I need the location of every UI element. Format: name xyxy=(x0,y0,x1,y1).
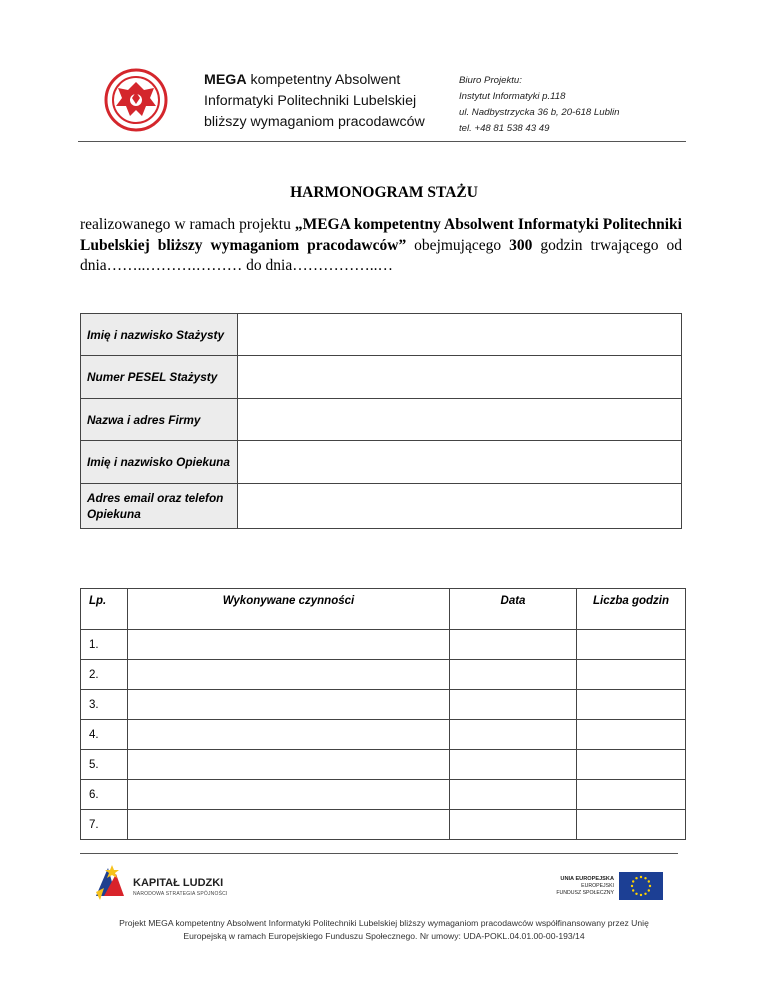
row-number: 3. xyxy=(81,690,128,720)
activity-cell[interactable] xyxy=(128,810,450,840)
hours-cell[interactable] xyxy=(577,720,686,750)
project-name xyxy=(204,70,425,133)
info-label: Imię i nazwisko Stażysty xyxy=(81,314,238,356)
office-institute: Instytut Informatyki p.118 xyxy=(459,91,566,102)
info-row-supervisor-contact xyxy=(81,484,682,529)
info-row-pesel xyxy=(81,356,682,399)
intro-hours: 300 xyxy=(509,236,533,254)
kapital-ludzki-title: KAPITAŁ LUDZKI xyxy=(133,877,224,889)
info-row-intern-name xyxy=(81,314,682,356)
table-row xyxy=(81,630,686,660)
activities-header-row xyxy=(81,589,686,630)
hours-cell[interactable] xyxy=(577,660,686,690)
date-cell[interactable] xyxy=(450,720,577,750)
row-number: 5. xyxy=(81,750,128,780)
row-number: 1. xyxy=(81,630,128,660)
intro-paragraph xyxy=(80,215,682,277)
funding-disclaimer xyxy=(60,917,708,942)
table-row xyxy=(81,810,686,840)
kapital-ludzki-subtitle: NARODOWA STRATEGIA SPÓJNOŚCI xyxy=(133,891,228,897)
hours-cell[interactable] xyxy=(577,810,686,840)
row-number: 2. xyxy=(81,660,128,690)
header-divider xyxy=(78,141,686,142)
row-number: 4. xyxy=(81,720,128,750)
col-header-lp: Lp. xyxy=(81,589,128,630)
info-label: Adres email oraz telefon Opiekuna xyxy=(81,484,238,529)
date-cell[interactable] xyxy=(450,750,577,780)
office-label: Biuro Projektu: xyxy=(459,75,522,86)
date-cell[interactable] xyxy=(450,660,577,690)
eu-fund-line1: EUROPEJSKI xyxy=(581,883,614,889)
project-name-line2: Informatyki Politechniki Lubelskiej xyxy=(204,93,417,109)
row-number: 6. xyxy=(81,780,128,810)
activities-table xyxy=(80,588,686,840)
hours-cell[interactable] xyxy=(577,630,686,660)
intro-part1: realizowanego w ramach projektu xyxy=(80,216,295,233)
hours-cell[interactable] xyxy=(577,690,686,720)
activity-cell[interactable] xyxy=(128,690,450,720)
table-row xyxy=(81,660,686,690)
eu-fund-line2: FUNDUSZ SPOŁECZNY xyxy=(556,890,614,896)
intern-info-table xyxy=(80,313,682,529)
info-value-supervisor-name[interactable] xyxy=(238,441,682,484)
table-row xyxy=(81,720,686,750)
project-name-line3: bliższy wymaganiom pracodawców xyxy=(204,114,425,130)
eu-flag-icon xyxy=(619,872,663,900)
office-address: ul. Nadbystrzycka 36 b, 20-618 Lublin xyxy=(459,107,620,118)
document-title: HARMONOGRAM STAŻU xyxy=(290,184,478,201)
table-row xyxy=(81,690,686,720)
table-row xyxy=(81,780,686,810)
intro-part2: obejmującego xyxy=(406,236,510,254)
date-cell[interactable] xyxy=(450,690,577,720)
info-value-supervisor-contact[interactable] xyxy=(238,484,682,529)
info-value-intern-name[interactable] xyxy=(238,314,682,356)
activity-cell[interactable] xyxy=(128,660,450,690)
hours-cell[interactable] xyxy=(577,780,686,810)
kapital-ludzki-logo-icon xyxy=(90,862,130,902)
university-logo xyxy=(104,68,168,132)
info-row-supervisor-name xyxy=(81,441,682,484)
col-header-date: Data xyxy=(450,589,577,630)
disclaimer-line1: Projekt MEGA kompetentny Absolwent Informatyki Politechniki Lubelskiej bliższy wymaganiom pracodawców współfinansowany przez Unię xyxy=(119,918,649,928)
eu-text-block xyxy=(520,876,614,897)
activity-cell[interactable] xyxy=(128,750,450,780)
info-label: Numer PESEL Stażysty xyxy=(81,356,238,399)
activity-cell[interactable] xyxy=(128,720,450,750)
col-header-activity: Wykonywane czynności xyxy=(128,589,450,630)
office-phone: tel. +48 81 538 43 49 xyxy=(459,123,550,134)
date-cell[interactable] xyxy=(450,810,577,840)
info-label: Nazwa i adres Firmy xyxy=(81,399,238,441)
table-row xyxy=(81,750,686,780)
footer-divider xyxy=(80,853,678,854)
activity-cell[interactable] xyxy=(128,780,450,810)
intro-project-name: „MEGA kompetentny Absolwent Informatyki Politechniki Lubelskiej bliższy wymaganiom pracodawców” xyxy=(80,216,682,254)
project-office xyxy=(459,73,620,137)
eu-name: UNIA EUROPEJSKA xyxy=(560,876,614,882)
disclaimer-line2: Europejską w ramach Europejskiego Funduszu Społecznego. Nr umowy: UDA-POKL.04.01.00-00-193/14 xyxy=(183,930,585,941)
date-cell[interactable] xyxy=(450,780,577,810)
date-cell[interactable] xyxy=(450,630,577,660)
col-header-hours: Liczba godzin xyxy=(577,589,686,630)
project-name-line1: kompetentny Absolwent xyxy=(246,72,401,88)
info-value-company[interactable] xyxy=(238,399,682,441)
intro-part3: godzin trwającego od dnia……..……….……… do dnia……………..… xyxy=(80,236,682,274)
project-name-bold: MEGA xyxy=(204,72,247,88)
hours-cell[interactable] xyxy=(577,750,686,780)
info-value-pesel[interactable] xyxy=(238,356,682,399)
info-label: Imię i nazwisko Opiekuna xyxy=(81,441,238,484)
activity-cell[interactable] xyxy=(128,630,450,660)
row-number: 7. xyxy=(81,810,128,840)
info-row-company xyxy=(81,399,682,441)
